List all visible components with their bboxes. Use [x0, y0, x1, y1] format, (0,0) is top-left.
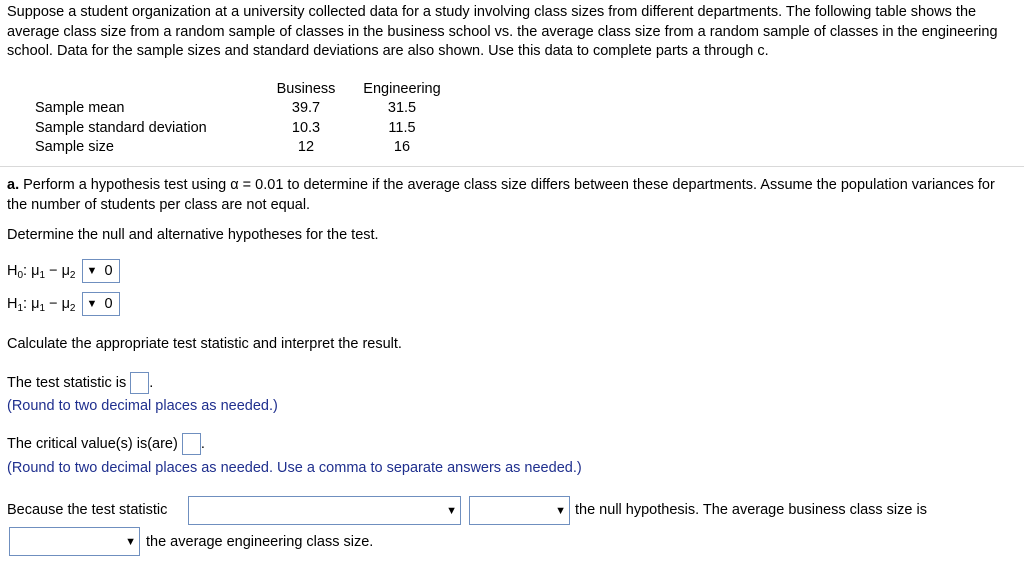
header-business: Business — [276, 81, 336, 97]
round-hint-1: (Round to two decimal places as needed.) — [7, 398, 278, 414]
test-statistic-line: The test statistic is . — [7, 371, 153, 395]
engineering-value: 11.5 — [388, 120, 416, 136]
triangle-down-icon: ▼ — [86, 298, 98, 311]
engineering-value: 31.5 — [387, 100, 417, 116]
null-hypothesis: $H_0$: $\mu_1 - \mu_2$ ▼ 0 — [7, 259, 120, 288]
end-text: the average engineering class size. — [146, 534, 374, 550]
null-hypothesis-text: the null hypothesis. The average business class size is — [575, 502, 927, 518]
calculate-prompt: Calculate the appropriate test statistic and interpret the result. — [7, 336, 402, 352]
h0-value: 0 — [104, 263, 113, 280]
problem-intro: Suppose a student organization at a university collected data for a study involving class sizes from different departments. The following table shows the average class size from a random sample of classes in the business school vs. the average class size from a random sample of classes in the engineering school. Data for the sample sizes and standard deviations are also shown. Use this data to complete parts a through c. — [7, 4, 998, 60]
row-label: Sample mean — [35, 100, 125, 116]
part-a-letter: a. — [7, 177, 20, 193]
h1-operator-dropdown[interactable] — [82, 292, 120, 316]
row-label: Sample standard deviation — [35, 120, 207, 136]
business-value: 10.3 — [291, 120, 321, 136]
triangle-down-icon: ▼ — [125, 535, 136, 548]
h0-operator-dropdown[interactable] — [82, 259, 120, 283]
engineering-value: 16 — [393, 139, 411, 155]
business-value: 39.7 — [291, 100, 321, 116]
class-size-comparison-dropdown[interactable] — [9, 527, 140, 556]
triangle-down-icon: ▼ — [555, 504, 566, 517]
test-statistic-label: The test statistic is — [7, 375, 127, 391]
business-value: 12 — [297, 139, 315, 155]
because-label: Because the test statistic — [7, 502, 168, 518]
hypotheses-prompt: Determine the null and alternative hypotheses for the test. — [7, 227, 379, 243]
round-hint-2: (Round to two decimal places as needed. Use a comma to separate answers as needed.) — [7, 460, 582, 476]
triangle-down-icon: ▼ — [446, 504, 457, 517]
triangle-down-icon: ▼ — [86, 265, 98, 278]
section-divider — [0, 166, 1024, 167]
h1-value: 0 — [104, 296, 113, 313]
test-statistic-comparison-dropdown[interactable] — [188, 496, 461, 525]
decision-dropdown[interactable] — [469, 496, 570, 525]
critical-value-input[interactable] — [182, 433, 201, 455]
test-statistic-input[interactable] — [130, 372, 149, 394]
part-a-question — [7, 175, 1012, 215]
header-engineering: Engineering — [363, 81, 441, 97]
alternative-hypothesis: $H_1$: $\mu_1 - \mu_2$ ▼ 0 — [7, 292, 120, 321]
critical-value-line: The critical value(s) is(are) . — [7, 432, 205, 456]
part-a-question-text: Perform a hypothesis test using α = 0.01 to determine if the average class size differs between these departments. Assume the population variances for the number of students per class are not equal. — [7, 177, 995, 213]
row-label: Sample size — [35, 139, 114, 155]
critical-value-label: The critical value(s) is(are) — [7, 436, 178, 452]
